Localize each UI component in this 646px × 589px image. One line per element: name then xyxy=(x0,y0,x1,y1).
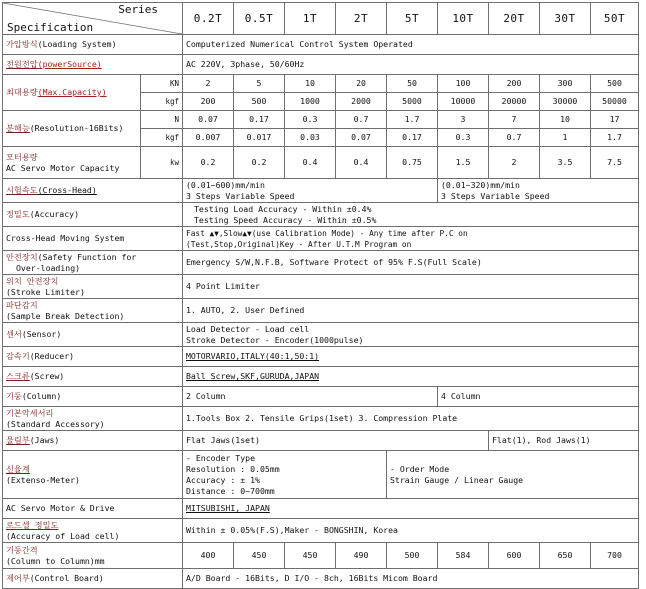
safety-value: Emergency S/W,N.F.B, Software Protect of 95% F.S(Full Scale) xyxy=(183,251,639,275)
spec-label: Specification xyxy=(7,21,94,34)
spec-table xyxy=(2,2,639,589)
motor-cell: 0.4 xyxy=(336,147,387,179)
sensor-value: Load Detector - Load cell Stroke Detector - Encoder(1000pulse) xyxy=(183,323,639,347)
capacity-kgf-cell: 30000 xyxy=(540,93,591,111)
motor-cell: 0.75 xyxy=(387,147,438,179)
loading-system-value: Computerized Numerical Control System Operated xyxy=(183,35,639,55)
sample-break-value: 1. AUTO, 2. User Defined xyxy=(183,299,639,323)
reducer-row xyxy=(3,347,639,367)
unit-kn: KN xyxy=(141,75,183,93)
resolution-kgf-cell: 0.17 xyxy=(387,129,438,147)
servo-motor-label: 모터용량 AC Servo Motor Capacity xyxy=(3,147,141,179)
motor-cell: 0.2 xyxy=(234,147,285,179)
model-header: 10T xyxy=(438,3,489,35)
safety-row xyxy=(3,251,639,275)
resolution-kgf-cell: 0.007 xyxy=(183,129,234,147)
control-board-row xyxy=(3,569,639,589)
capacity-kgf-cell: 500 xyxy=(234,93,285,111)
resolution-kgf-cell: 0.03 xyxy=(285,129,336,147)
series-spec-header xyxy=(3,3,183,35)
resolution-kgf-cell: 0.7 xyxy=(489,129,540,147)
distance-cell: 584 xyxy=(438,543,489,569)
resolution-n-cell: 0.17 xyxy=(234,111,285,129)
header-row xyxy=(3,3,639,35)
resolution-n-cell: 1.7 xyxy=(387,111,438,129)
resolution-kgf-cell: 0.07 xyxy=(336,129,387,147)
resolution-n-cell: 17 xyxy=(591,111,639,129)
distance-cell: 600 xyxy=(489,543,540,569)
reducer-label: 감속기(Reducer) xyxy=(3,347,183,367)
capacity-kn-cell: 2 xyxy=(183,75,234,93)
screw-row xyxy=(3,367,639,387)
resolution-kgf-cell: 1 xyxy=(540,129,591,147)
sensor-row xyxy=(3,323,639,347)
distance-cell: 400 xyxy=(183,543,234,569)
extenso-row xyxy=(3,451,639,499)
jaws-right: Flat(1), Rod Jaws(1) xyxy=(489,431,639,451)
resolution-n-row xyxy=(3,111,639,129)
screw-label: 스크류(Screw) xyxy=(3,367,183,387)
distance-cell: 450 xyxy=(285,543,336,569)
loading-system-label: 가압방식(Loading System) xyxy=(3,35,183,55)
reducer-value: MOTORVARIO,ITALY(40:1,50:1) xyxy=(183,347,639,367)
unit-kgf: kgf xyxy=(141,129,183,147)
resolution-n-cell: 7 xyxy=(489,111,540,129)
model-header: 0.5T xyxy=(234,3,285,35)
resolution-kgf-cell: 1.7 xyxy=(591,129,639,147)
resolution-kgf-cell: 0.017 xyxy=(234,129,285,147)
capacity-kn-cell: 500 xyxy=(591,75,639,93)
capacity-kn-cell: 20 xyxy=(336,75,387,93)
model-header: 20T xyxy=(489,3,540,35)
model-header: 30T xyxy=(540,3,591,35)
model-header: 1T xyxy=(285,3,336,35)
capacity-kn-cell: 200 xyxy=(489,75,540,93)
extenso-right: - Order Mode Strain Gauge / Linear Gauge xyxy=(387,451,639,499)
power-source-label: 전원전압(powerSource) xyxy=(3,55,183,75)
jaws-left: Flat Jaws(1set) xyxy=(183,431,489,451)
distance-cell: 700 xyxy=(591,543,639,569)
capacity-kgf-cell: 1000 xyxy=(285,93,336,111)
capacity-kn-cell: 300 xyxy=(540,75,591,93)
stroke-limiter-label: 위치 안전장치 (Stroke Limiter) xyxy=(3,275,183,299)
extenso-left: - Encoder Type Resolution : 0.05mm Accuracy : ± 1% Distance : 0~700mm xyxy=(183,451,387,499)
series-label: Series xyxy=(118,3,158,16)
cross-head-row xyxy=(3,179,639,203)
resolution-n-cell: 10 xyxy=(540,111,591,129)
accuracy-label: 정밀도(Accuracy) xyxy=(3,203,183,227)
resolution-label: 분해능(Resolution-16Bits) xyxy=(3,111,141,147)
column-label: 기둥(Column) xyxy=(3,387,183,407)
model-header: 0.2T xyxy=(183,3,234,35)
safety-label: 안전장치(Safety Function for Over-loading) xyxy=(3,251,183,275)
column-distance-row xyxy=(3,543,639,569)
column-left: 2 Column xyxy=(183,387,438,407)
accessory-value: 1.Tools Box 2. Tensile Grips(1set) 3. Compression Plate xyxy=(183,407,639,431)
unit-kgf: kgf xyxy=(141,93,183,111)
capacity-kgf-cell: 2000 xyxy=(336,93,387,111)
distance-cell: 450 xyxy=(234,543,285,569)
control-board-label: 제어부(Control Board) xyxy=(3,569,183,589)
power-source-value: AC 220V, 3phase, 50/60Hz xyxy=(183,55,639,75)
resolution-n-cell: 0.3 xyxy=(285,111,336,129)
motor-cell: 7.5 xyxy=(591,147,639,179)
sample-break-row xyxy=(3,299,639,323)
load-cell-value: Within ± 0.05%(F.S),Maker - BONGSHIN, Korea xyxy=(183,519,639,543)
accuracy-row xyxy=(3,203,639,227)
servo-motor-row xyxy=(3,147,639,179)
motor-cell: 1.5 xyxy=(438,147,489,179)
model-header: 5T xyxy=(387,3,438,35)
capacity-kgf-cell: 200 xyxy=(183,93,234,111)
load-cell-label: 로드셀 정밀도 (Accuracy of Load cell) xyxy=(3,519,183,543)
capacity-kn-cell: 5 xyxy=(234,75,285,93)
moving-system-label: Cross-Head Moving System xyxy=(3,227,183,251)
unit-kw: kw xyxy=(141,147,183,179)
servo-drive-row xyxy=(3,499,639,519)
column-row xyxy=(3,387,639,407)
loading-system-row xyxy=(3,35,639,55)
resolution-n-cell: 3 xyxy=(438,111,489,129)
column-right: 4 Column xyxy=(438,387,639,407)
accuracy-value: Testing Load Accuracy - Within ±0.4% Testing Speed Accuracy - Within ±0.5% xyxy=(183,203,639,227)
screw-value: Ball Screw,SKF,GURUDA,JAPAN xyxy=(183,367,639,387)
power-source-row xyxy=(3,55,639,75)
resolution-n-cell: 0.7 xyxy=(336,111,387,129)
extenso-label: 신율계 (Extenso-Meter) xyxy=(3,451,183,499)
motor-cell: 0.2 xyxy=(183,147,234,179)
capacity-kgf-cell: 5000 xyxy=(387,93,438,111)
accessory-label: 기본악세서리 (Standard Accessory) xyxy=(3,407,183,431)
motor-cell: 2 xyxy=(489,147,540,179)
spec-sheet xyxy=(2,2,639,589)
moving-system-value: Fast ▲▼,Slow▲▼(use Calibration Mode) - Any time after P.C on (Test,Stop,Original)Key - After U.T.M Program on xyxy=(183,227,639,251)
max-capacity-kn-row xyxy=(3,75,639,93)
max-capacity-label: 최대용량(Max.Capacity) xyxy=(3,75,141,111)
sample-break-label: 파단감지 (Sample Break Detection) xyxy=(3,299,183,323)
motor-cell: 3.5 xyxy=(540,147,591,179)
capacity-kn-cell: 10 xyxy=(285,75,336,93)
resolution-n-cell: 0.07 xyxy=(183,111,234,129)
control-board-value: A/D Board - 16Bits, D I/O - 8ch, 16Bits Micom Board xyxy=(183,569,639,589)
stroke-limiter-value: 4 Point Limiter xyxy=(183,275,639,299)
capacity-kgf-cell: 10000 xyxy=(438,93,489,111)
resolution-kgf-cell: 0.3 xyxy=(438,129,489,147)
accessory-row xyxy=(3,407,639,431)
unit-n: N xyxy=(141,111,183,129)
servo-drive-value: MITSUBISHI, JAPAN xyxy=(183,499,639,519)
distance-cell: 500 xyxy=(387,543,438,569)
stroke-limiter-row xyxy=(3,275,639,299)
distance-cell: 490 xyxy=(336,543,387,569)
capacity-kn-cell: 100 xyxy=(438,75,489,93)
model-header: 50T xyxy=(591,3,639,35)
capacity-kn-cell: 50 xyxy=(387,75,438,93)
cross-head-label: 시험속도(Cross-Head) xyxy=(3,179,183,203)
motor-cell: 0.4 xyxy=(285,147,336,179)
load-cell-row xyxy=(3,519,639,543)
jaws-label: 물림부(Jaws) xyxy=(3,431,183,451)
cross-head-left: (0.01~600)mm/min 3 Steps Variable Speed xyxy=(183,179,438,203)
jaws-row xyxy=(3,431,639,451)
servo-drive-label: AC Servo Motor & Drive xyxy=(3,499,183,519)
model-header: 2T xyxy=(336,3,387,35)
column-distance-label: 기둥간격 (Column to Column)mm xyxy=(3,543,183,569)
capacity-kgf-cell: 20000 xyxy=(489,93,540,111)
cross-head-right: (0.01~320)mm/min 3 Steps Variable Speed xyxy=(438,179,639,203)
capacity-kgf-cell: 50000 xyxy=(591,93,639,111)
moving-system-row xyxy=(3,227,639,251)
sensor-label: 센서(Sensor) xyxy=(3,323,183,347)
distance-cell: 650 xyxy=(540,543,591,569)
